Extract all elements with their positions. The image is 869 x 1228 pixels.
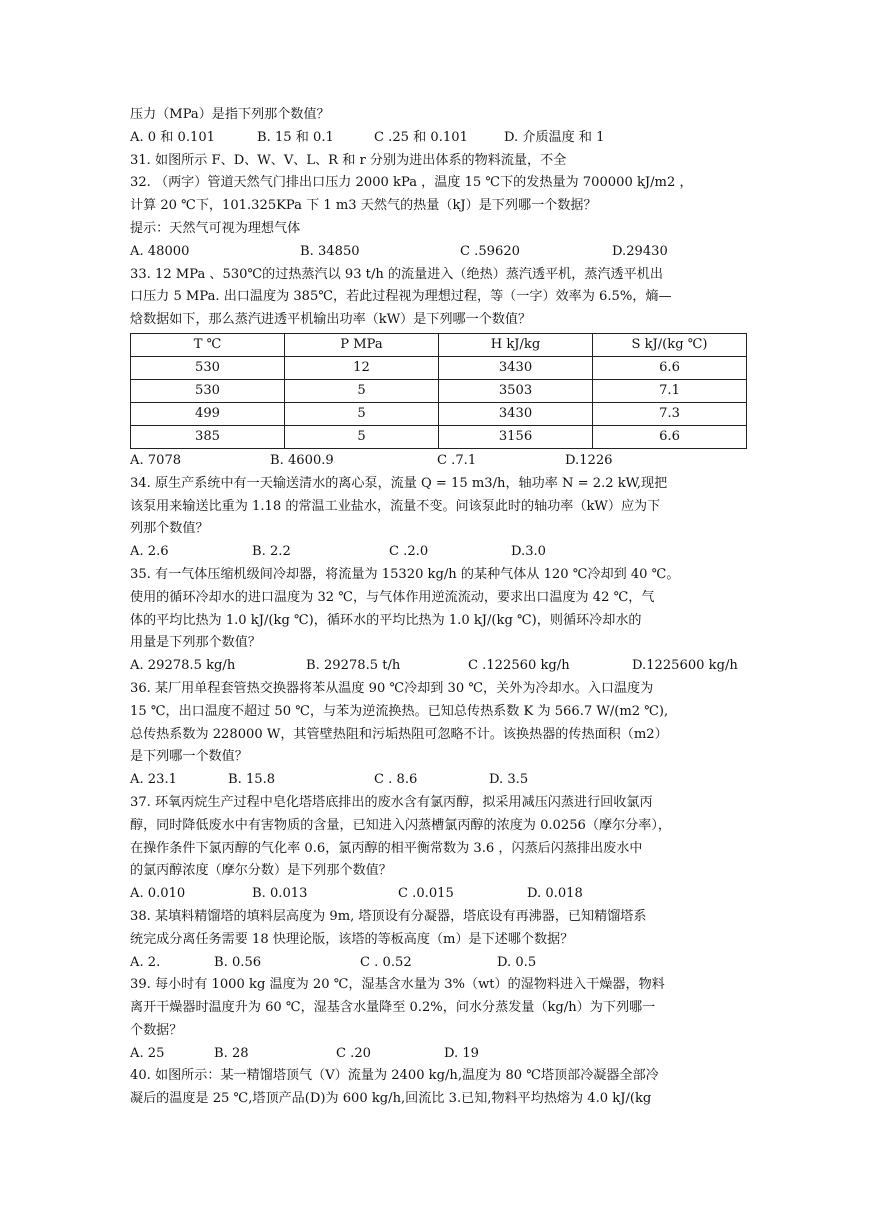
option-a: A. 2.6 [130, 544, 169, 560]
table-header-cell: P MPa [285, 333, 439, 356]
question-36-line: 15 ℃，出口温度不超过 50 ℃，与苯为逆流换热。已知总传热系数 K 为 566.7 W/(m2 ℃), [130, 703, 669, 719]
option-a: A. 23.1 [130, 772, 177, 788]
option-a: A. 2. [130, 954, 161, 970]
question-40-line: 凝后的温度是 25 ℃,塔顶产品(D)为 600 kg/h,回流比 3.已知,物料平均热熔为 4.0 kJ/(kg [130, 1091, 652, 1107]
option-d: D. 19 [444, 1045, 480, 1061]
table-header-cell: T ℃ [131, 333, 285, 356]
document-page [130, 104, 742, 1111]
option-d: D.3.0 [511, 544, 547, 560]
table-cell: 5 [285, 402, 439, 425]
answer-options [130, 769, 742, 792]
answer-options [130, 655, 742, 678]
question-31: 31. 如图所示 F、D、W、V、L、R 和 r 分别为进出体系的物料流量，不全 [130, 152, 567, 168]
option-a: A. 7078 [130, 452, 182, 468]
table-cell: 5 [285, 425, 439, 448]
option-a: A. 25 [130, 1045, 165, 1061]
option-c: C .2.0 [389, 544, 429, 560]
table-cell: 3503 [439, 379, 593, 402]
answer-options [130, 241, 742, 264]
table-row [131, 402, 747, 425]
table-header-cell: S kJ/(kg ℃) [593, 333, 747, 356]
option-a: A. 48000 [130, 243, 190, 259]
option-d: D.1225600 kg/h [632, 658, 738, 674]
option-b: B. 15 和 0.1 [257, 129, 334, 145]
option-a: A. 0.010 [130, 886, 186, 902]
text-line: 压力（MPa）是指下列那个数值？ [130, 107, 330, 122]
table-cell: 530 [131, 379, 285, 402]
answer-options [130, 883, 742, 906]
option-b: B. 0.013 [252, 886, 308, 902]
question-33-line: 口压力 5 MPa. 出口温度为 385℃，若此过程视为理想过程，等（一字）效率为 6.5%，熵— [130, 289, 672, 305]
answer-options [130, 541, 742, 564]
option-d: D.1226 [565, 452, 613, 468]
table-cell: 499 [131, 402, 285, 425]
option-c: C . 8.6 [374, 772, 418, 788]
table-cell: 3156 [439, 425, 593, 448]
table-cell: 3430 [439, 402, 593, 425]
question-37-line: 醇，同时降低废水中有害物质的含量，已知进入闪蒸槽氯丙醇的浓度为 0.0256（摩尔分率）， [130, 817, 671, 833]
table-cell: 12 [285, 356, 439, 379]
question-34-line: 该泵用来输送比重为 1.18 的常温工业盐水，流量不变。问该泵此时的轴功率（kW）应为下 [130, 498, 661, 514]
question-34-line: 列那个数值？ [130, 521, 209, 537]
option-c: C .25 和 0.101 [374, 129, 468, 145]
question-32-line: 计算 20 ℃下，101.325KPa 下 1 m3 天然气的热量（kJ）是下列哪一个数据？ [130, 198, 597, 214]
answer-options [130, 1043, 742, 1066]
option-b: B. 29278.5 t/h [306, 658, 401, 674]
table-cell: 530 [131, 356, 285, 379]
question-35-line: 用量是下列那个数值？ [130, 635, 261, 651]
table-header-row [131, 333, 747, 356]
option-b: B. 2.2 [252, 544, 291, 560]
table-row [131, 356, 747, 379]
table-cell: 3430 [439, 356, 593, 379]
table-cell: 385 [131, 425, 285, 448]
table-header-cell: H kJ/kg [439, 333, 593, 356]
option-d: D. 0.018 [527, 886, 583, 902]
question-39-line: 个数据？ [130, 1022, 183, 1038]
question-32-hint: 提示：天然气可视为理想气体 [130, 220, 301, 236]
question-39-line: 离开干燥器时温度升为 60 ℃，湿基含水量降至 0.2%，问水分蒸发量（kg/h）为下列哪一 [130, 1000, 656, 1016]
table-cell: 6.6 [593, 425, 747, 448]
question-35-line: 使用的循环冷却水的进口温度为 32 ℃，与气体作用逆流流动，要求出口温度为 42 ℃，气 [130, 589, 655, 605]
option-d: D. 0.5 [497, 954, 537, 970]
option-a: A. 29278.5 kg/h [130, 658, 236, 674]
question-37-line: 在操作条件下氯丙醇的气化率 0.6，氯丙醇的相平衡常数为 3.6 ，闪蒸后闪蒸排出废水中 [130, 840, 643, 856]
question-36-line: 是下列哪一个数值？ [130, 749, 248, 765]
option-c: C .122560 kg/h [468, 658, 570, 674]
question-36-line: 36. 某厂用单程套管热交换器将苯从温度 90 ℃冷却到 30 ℃，关外为冷却水。入口温度为 [130, 680, 654, 696]
table-cell: 7.3 [593, 402, 747, 425]
option-c: C .20 [336, 1045, 372, 1061]
option-b: B. 34850 [300, 243, 360, 259]
question-34-line: 34. 原生产系统中有一天输送清水的离心泵，流量 Q = 15 m3/h，轴功率 N = 2.2 kW,现把 [130, 475, 668, 491]
option-d: D.29430 [612, 243, 668, 259]
table-row [131, 379, 747, 402]
steam-data-table [130, 333, 747, 449]
table-cell: 7.1 [593, 379, 747, 402]
option-b: B. 15.8 [228, 772, 276, 788]
table-cell: 5 [285, 379, 439, 402]
question-32-line: 32. （两字）管道天然气门排出口压力 2000 kPa ，温度 15 ℃下的发热量为 700000 kJ/m2 ， [130, 175, 693, 191]
question-37-line: 37. 环氧丙烷生产过程中皂化塔塔底排出的废水含有氯丙醇，拟采用减压闪蒸进行回收氯丙 [130, 794, 653, 810]
option-d: D. 介质温度 和 1 [504, 129, 605, 145]
question-38-line: 38. 某填料精馏塔的填料层高度为 9m, 塔顶设有分凝器，塔底设有再沸器，已知精馏塔系 [130, 908, 647, 924]
option-c: C .0.015 [398, 886, 454, 902]
answer-options [130, 127, 742, 150]
question-39-line: 39. 每小时有 1000 kg 温度为 20 ℃，湿基含水量为 3%（wt）的湿物料进入干燥器，物料 [130, 977, 665, 993]
answer-options [130, 450, 742, 473]
question-38-line: 统完成分离任务需要 18 快理论版，该塔的等板高度（m）是下述哪个数据？ [130, 931, 574, 947]
answer-options [130, 952, 742, 975]
option-b: B. 28 [214, 1045, 249, 1061]
option-d: D. 3.5 [489, 772, 529, 788]
option-a: A. 0 和 0.101 [130, 129, 216, 145]
option-c: C . 0.52 [360, 954, 412, 970]
table-row [131, 425, 747, 448]
question-35-line: 35. 有一气体压缩机级间冷却器，将流量为 15320 kg/h 的某种气体从 120 ℃冷却到 40 ℃。 [130, 566, 680, 582]
table-cell: 6.6 [593, 356, 747, 379]
question-40-line: 40. 如图所示：某一精馏塔顶气（V）流量为 2400 kg/h,温度为 80 ℃塔顶部冷凝器全部冷 [130, 1068, 659, 1084]
option-b: B. 4600.9 [270, 452, 334, 468]
question-36-line: 总传热系数为 228000 W，其管壁热阻和污垢热阻可忽略不计。该换热器的传热面积（m2） [130, 726, 668, 742]
question-37-line: 的氯丙醇浓度（摩尔分数）是下列那个数值？ [130, 863, 392, 879]
question-33-line: 焓数据如下，那么蒸汽进透平机输出功率（kW）是下列哪一个数值？ [130, 312, 532, 328]
question-35-line: 体的平均比热为 1.0 kJ/(kg ℃)，循环水的平均比热为 1.0 kJ/(kg ℃)，则循环冷却水的 [130, 612, 642, 628]
option-b: B. 0.56 [214, 954, 262, 970]
option-c: C .7.1 [437, 452, 477, 468]
option-c: C .59620 [460, 243, 520, 259]
question-33-line: 33. 12 MPa 、530℃的过热蒸汽以 93 t/h 的流量进入（绝热）蒸汽透平机，蒸汽透平机出 [130, 266, 663, 282]
